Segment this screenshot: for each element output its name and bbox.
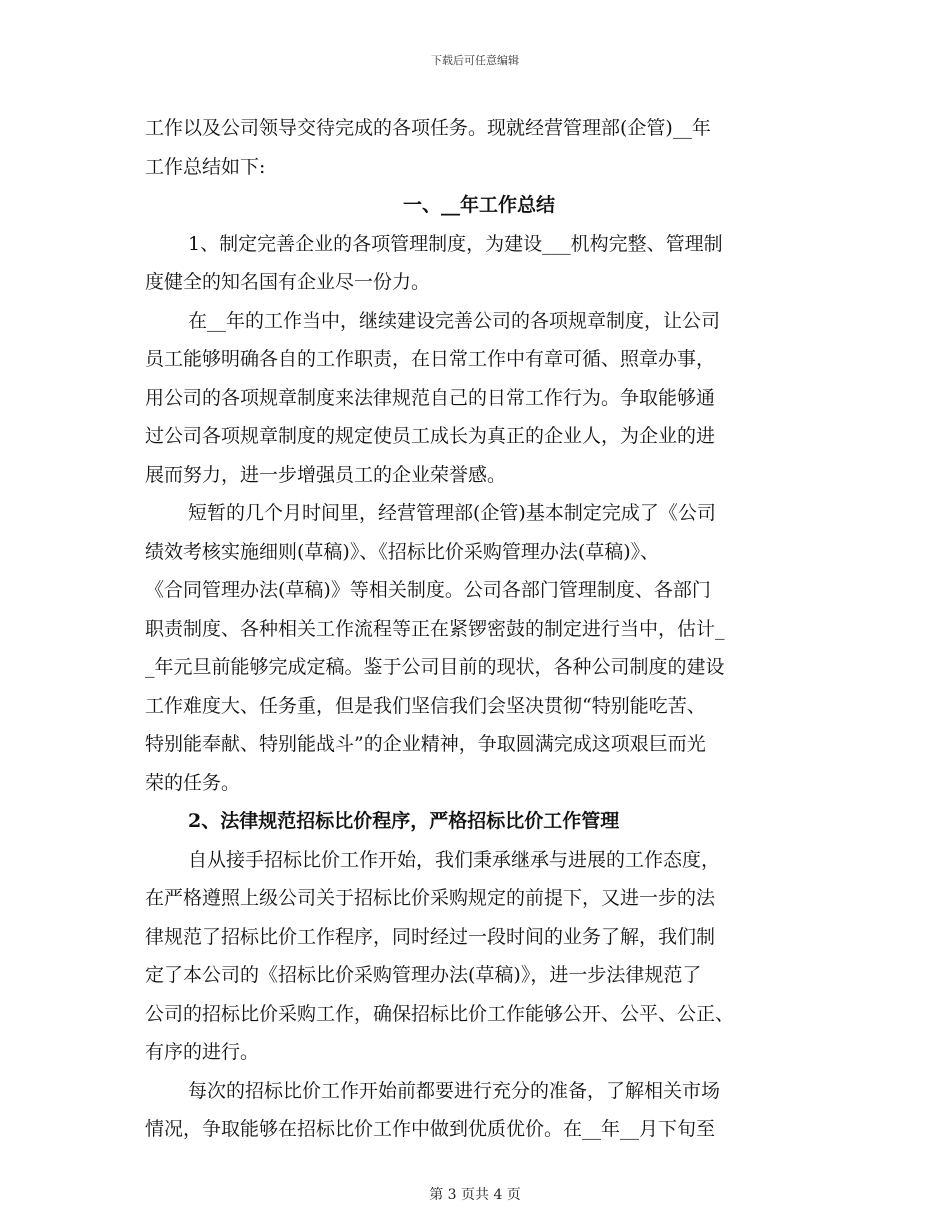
text-line: 员工能够明确各自的工作职责，在日常工作中有章可循、照章办事， <box>145 348 716 370</box>
text-line: 每次的招标比价工作开始前都要进行充分的准备，了解相关市场 <box>188 1079 721 1102</box>
text-line: 荣的任务。 <box>145 771 241 794</box>
text-line: 1、制定完善企业的各项管理制度，为建设___机构完整、管理制 <box>188 232 723 255</box>
text-line: 用公司的各项规章制度来法律规范自己的日常工作行为。争取能够通 <box>145 386 716 409</box>
text-line: 情况，争取能够在招标比价工作中做到优质优价。在__年__月下旬至 <box>145 1118 716 1140</box>
page-footer: 第 3 页共 4 页 <box>429 1187 521 1203</box>
text-line: _年元旦前能够完成定稿。鉴于公司目前的现状，各种公司制度的建设 <box>145 656 725 678</box>
text-line: 自从接手招标比价工作开始，我们秉承继承与进展的工作态度， <box>188 848 721 871</box>
text-line: 短暂的几个月时间里，经营管理部(企管)基本制定完成了《公司 <box>188 502 716 524</box>
text-line: 律规范了招标比价工作程序，同时经过一段时间的业务了解，我们制 <box>145 925 716 948</box>
text-line: 定了本公司的《招标比价采购管理办法(草稿)》，进一步法律规范了 <box>145 964 702 986</box>
text-line: 公司的招标比价采购工作，确保招标比价工作能够公开、公平、公正、 <box>145 1002 735 1025</box>
text-line: 度健全的知名国有企业尽一份力。 <box>145 271 431 293</box>
text-line: 在__年的工作当中，继续建设完善公司的各项规章制度，让公司 <box>188 309 721 332</box>
text-line: 职责制度、各种相关工作流程等正在紧锣密鼓的制定进行当中，估计_ <box>145 617 725 640</box>
text-line: 特别能奉献、特别能战斗”的企业精神，争取圆满完成这项艰巨而光 <box>145 733 706 755</box>
document-body <box>145 109 813 1149</box>
text-line: 工作总结如下: <box>145 155 266 178</box>
text-line: 在严格遵照上级公司关于招标比价采购规定的前提下，又进一步的法 <box>145 887 716 909</box>
text-line: 有序的进行。 <box>145 1041 260 1063</box>
text-line: 展而努力，进一步增强员工的企业荣誉感。 <box>145 463 507 486</box>
text-line: 工作以及公司领导交待完成的各项任务。现就经营管理部(企管)__年 <box>145 117 711 139</box>
text-line: 工作难度大、任务重，但是我们坚信我们会坚决贯彻“特别能吃苦、 <box>145 694 706 717</box>
subsection-heading: 2、法律规范招标比价程序，严格招标比价工作管理 <box>188 810 620 832</box>
section-heading: 一、__年工作总结 <box>402 194 555 216</box>
text-line: 《合同管理办法(草稿)》等相关制度。公司各部门管理制度、各部门 <box>145 579 711 601</box>
page-header: 下载后可任意编辑 <box>431 54 519 67</box>
text-line: 过公司各项规章制度的规定使员工成长为真正的企业人，为企业的进 <box>145 425 716 447</box>
text-line: 绩效考核实施细则(草稿)》、《招标比价采购管理办法(草稿)》、 <box>145 540 660 563</box>
